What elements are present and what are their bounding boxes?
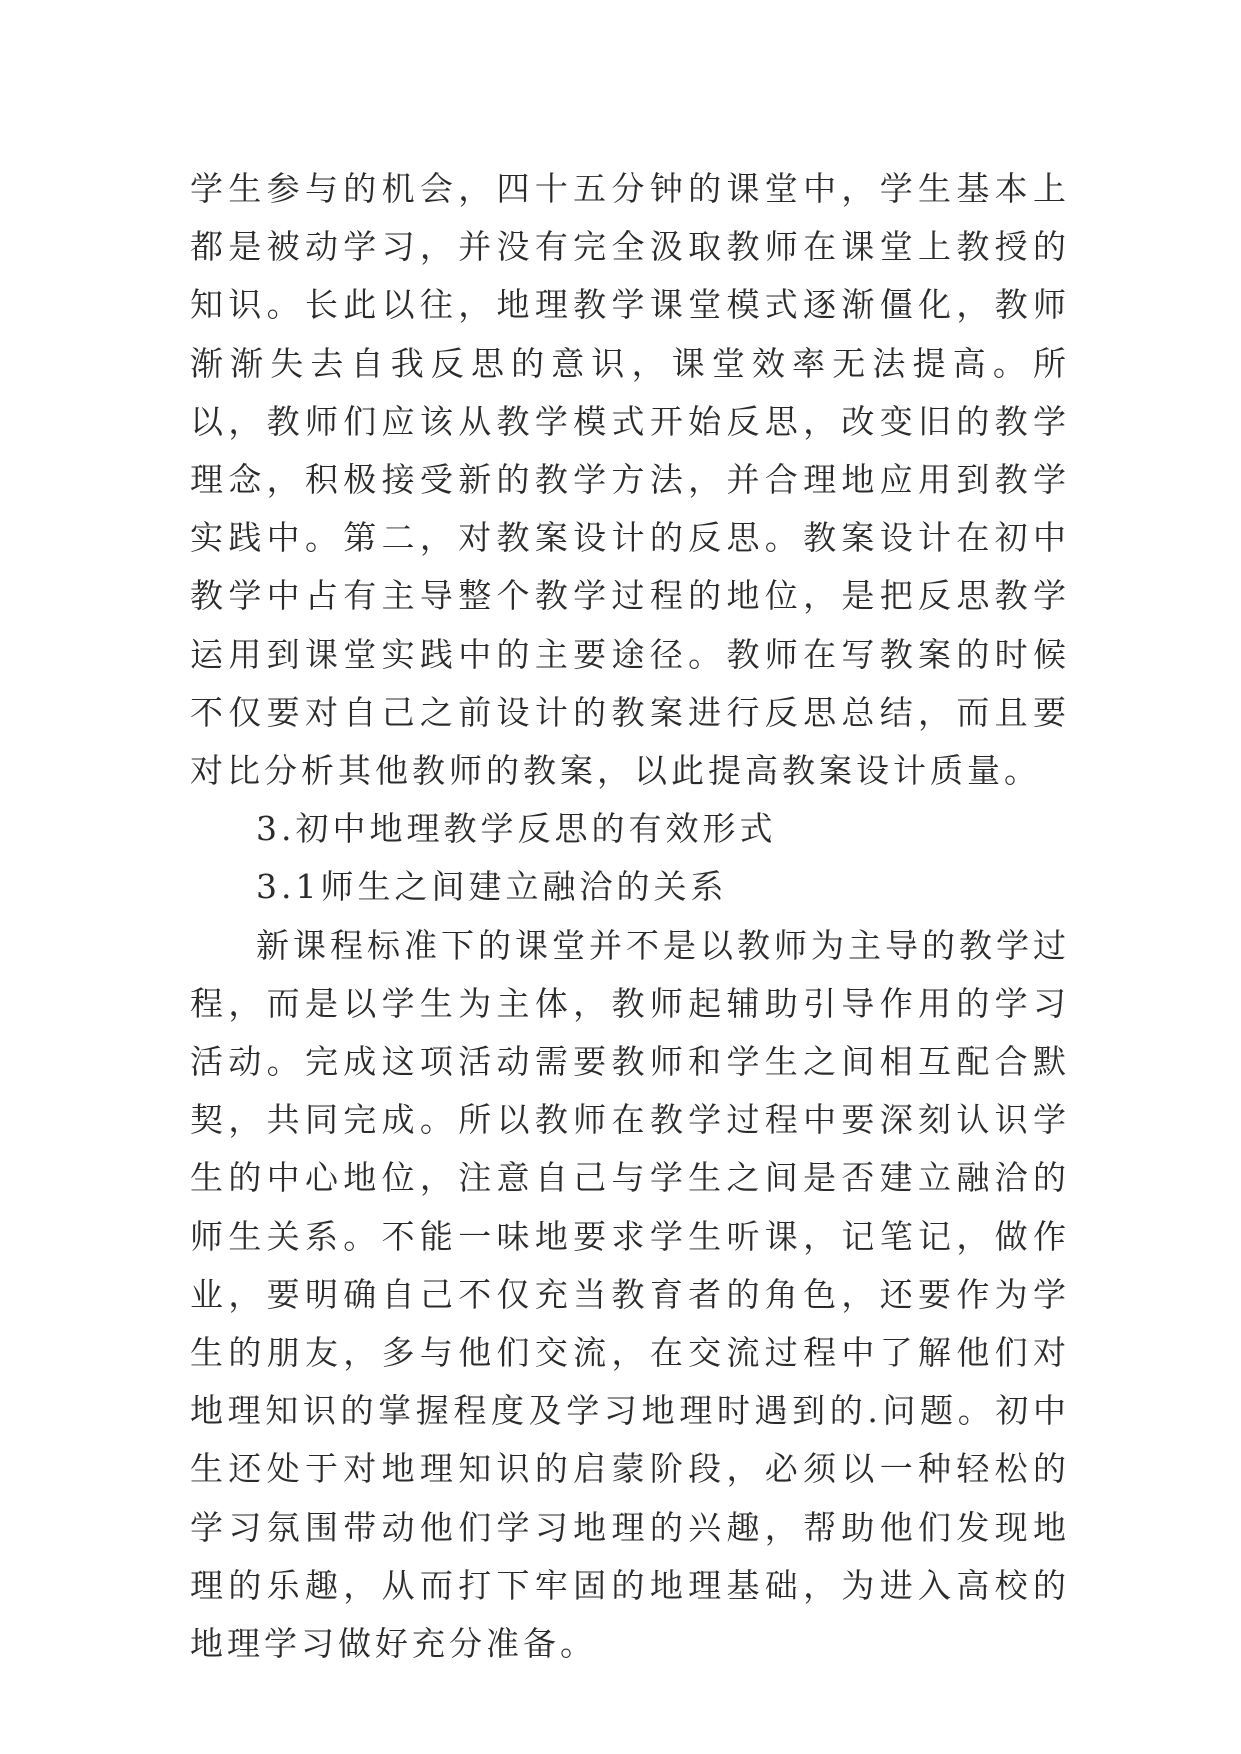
subsection-heading: 3.1师生之间建立融洽的关系 <box>256 867 728 907</box>
section-heading: 3.初中地理教学反思的有效形式 <box>256 809 777 849</box>
body-paragraph: 新课程标准下的课堂并不是以教师为主导的教学过程，而是以学生为主体，教师起辅助引导作用的学习活动。完成这项活动需要教师和学生之间相互配合默契，共同完成。所以教师在教学过程中要深刻认识学生的中心地位，注意自己与学生之间是否建立融洽的师生关系。不能一味地要求学生听课，记笔记，做作业，要明确自己不仅充当教育者的角色，还要作为学生的朋友，多与他们交流，在交流过程中了解他们对地理知识的掌握程度及学习地理时遇到的.问题。初中生还处于对地理知识的启蒙阶段，必须以一种轻松的学习氛围带动他们学习地理的兴趣，帮助他们发现地理的乐趣，从而打下牢固的地理基础，为进入高校的地理学习做好充分准备。 <box>190 925 1070 1664</box>
document-body <box>190 160 1070 1673</box>
body-paragraph: 学生参与的机会，四十五分钟的课堂中，学生基本上都是被动学习，并没有完全汲取教师在课堂上教授的知识。长此以往，地理教学课堂模式逐渐僵化，教师渐渐失去自我反思的意识，课堂效率无法提高。所以，教师们应该从教学模式开始反思，改变旧的教学理念，积极接受新的教学方法，并合理地应用到教学实践中。第二，对教案设计的反思。教案设计在初中教学中占有主导整个教学过程的地位，是把反思教学运用到课堂实践中的主要途径。教师在写教案的时候不仅要对自己之前设计的教案进行反思总结，而且要对比分析其他教师的教案，以此提高教案设计质量。 <box>190 169 1070 791</box>
